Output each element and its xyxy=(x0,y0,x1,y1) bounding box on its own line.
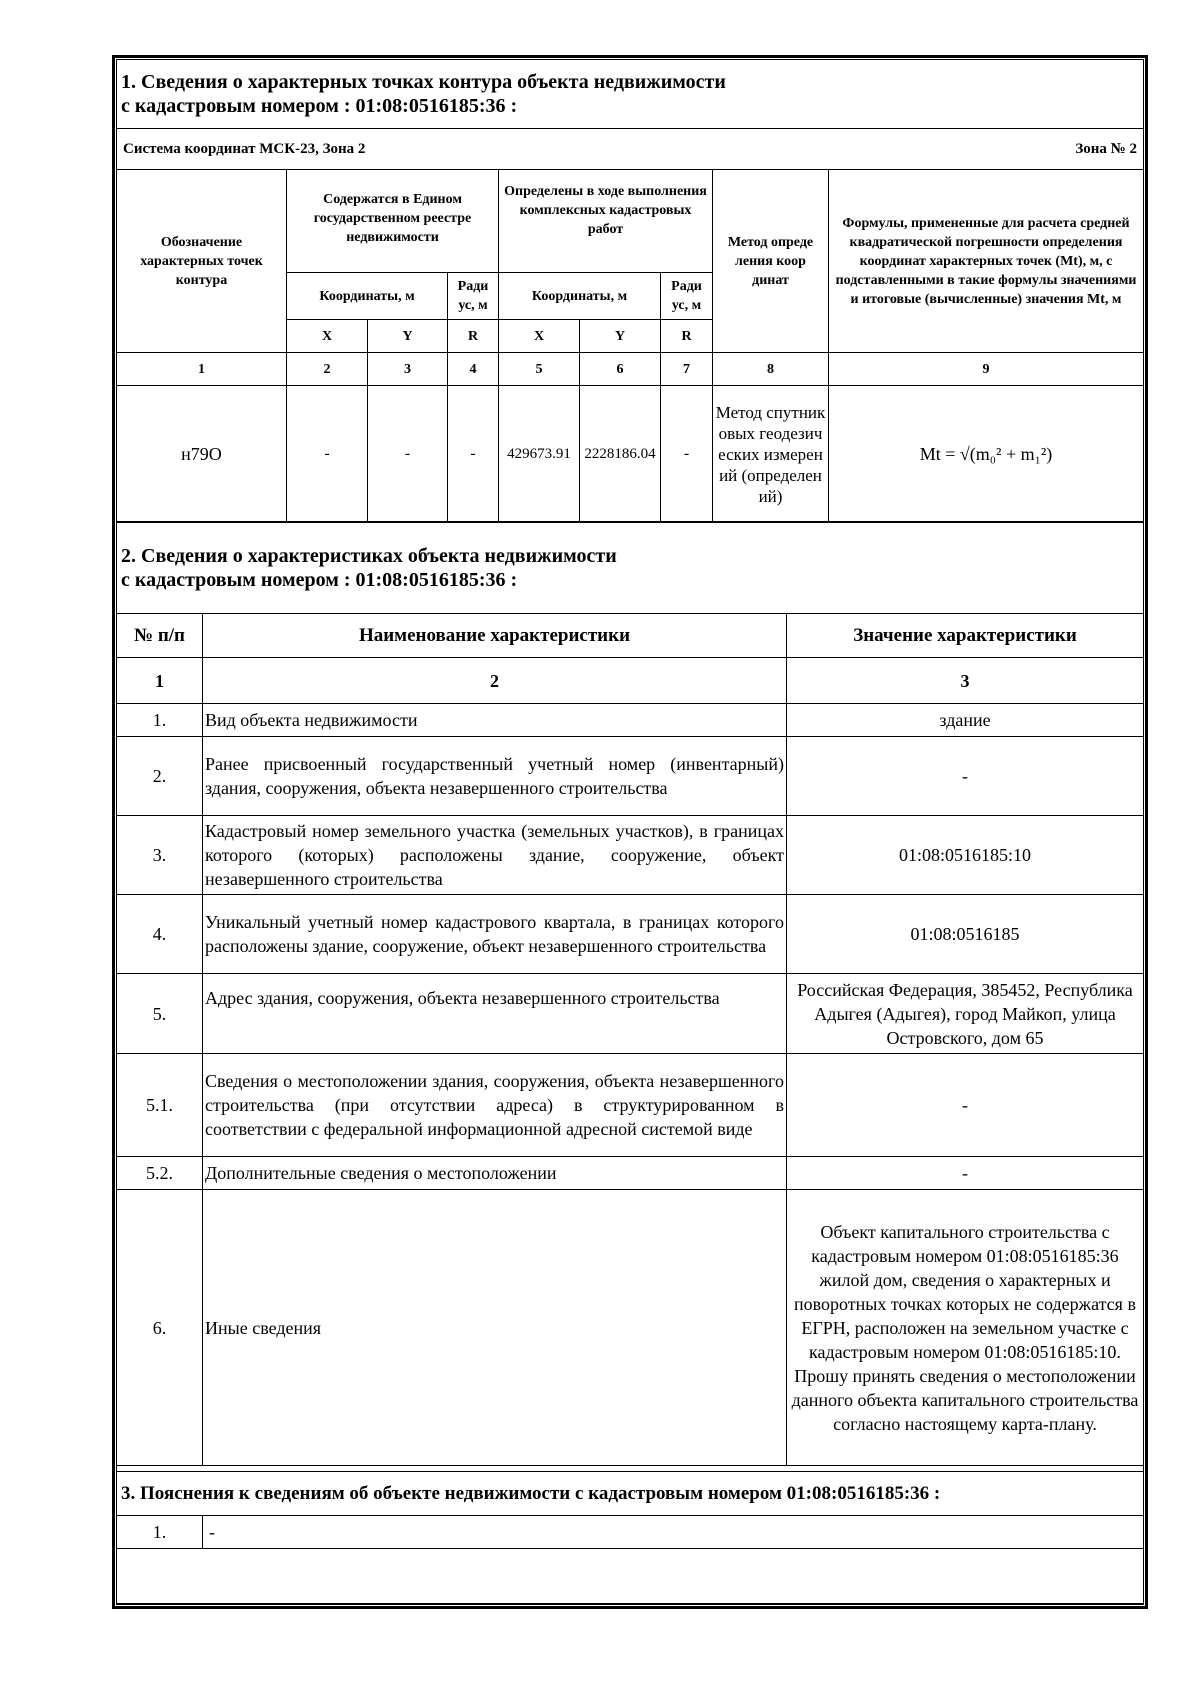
header-r-works: R xyxy=(661,320,713,353)
table-row xyxy=(117,816,1144,895)
row-value: - xyxy=(787,737,1144,816)
header-x-egrn: X xyxy=(287,320,368,353)
row-name: Дополнительные сведения о местоположении xyxy=(203,1157,787,1190)
header-egrn: Содержатся в Едином государственном реестре недвижимости xyxy=(287,170,499,273)
row-name: Вид объекта недвижимости xyxy=(203,704,787,737)
row-number: 5.1. xyxy=(117,1054,203,1157)
header-num: № п/п xyxy=(117,614,203,658)
header-coords-works: Координаты, м xyxy=(499,273,661,320)
section2-table xyxy=(116,521,1144,1466)
col-number: 2 xyxy=(203,658,787,704)
header-name: Наименование характеристики xyxy=(203,614,787,658)
header-value: Значение характеристики xyxy=(787,614,1144,658)
row-number: 1. xyxy=(117,1516,203,1549)
point-method: Метод спутниковых геодезических измерений (определений) xyxy=(713,386,829,523)
section1-table xyxy=(116,59,1144,523)
col-number: 3 xyxy=(368,353,448,386)
section1-title xyxy=(117,60,1144,129)
row-name: Ранее присвоенный государственный учетный номер (инвентарный) здания, сооружения, объекта незавершенного строительства xyxy=(203,737,787,816)
col-number: 7 xyxy=(661,353,713,386)
header-y-egrn: Y xyxy=(368,320,448,353)
point-x-works: 429673.91 xyxy=(499,386,580,523)
row-value: - xyxy=(787,1157,1144,1190)
row-value: Российская Федерация, 385452, Республика Адыгея (Адыгея), город Майкоп, улица Островского, дом 65 xyxy=(787,974,1144,1054)
row-number: 3. xyxy=(117,816,203,895)
table-row xyxy=(117,1190,1144,1466)
zone-number: Зона № 2 xyxy=(1075,140,1137,157)
table-row xyxy=(117,704,1144,737)
header-y-works: Y xyxy=(580,320,661,353)
header-method: Метод опреде ления коор динат xyxy=(713,170,829,353)
row-name: Уникальный учетный номер кадастрового квартала, в границах которого расположены здание, сооружение, объект незавершенного строительства xyxy=(203,895,787,974)
table-row xyxy=(117,1516,1144,1549)
col-number: 5 xyxy=(499,353,580,386)
header-x-works: X xyxy=(499,320,580,353)
row-number: 1. xyxy=(117,704,203,737)
header-works: Определены в ходе выполнения комплексных кадастровых работ xyxy=(499,170,713,273)
section2-title xyxy=(117,522,1144,614)
section2-title-line2: с кадастровым номером : 01:08:0516185:36 : xyxy=(121,568,518,591)
point-designation: н79О xyxy=(117,386,287,523)
header-coords-egrn: Координаты, м xyxy=(287,273,448,320)
col-number: 1 xyxy=(117,658,203,704)
section3-title: 3. Пояснения к сведениям об объекте недвижимости с кадастровым номером 01:08:0516185:36 : xyxy=(117,1472,1144,1516)
point-r-works: - xyxy=(661,386,713,523)
section2-title-line1: 2. Сведения о характеристиках объекта недвижимости xyxy=(121,544,617,567)
point-y-egrn: - xyxy=(368,386,448,523)
table-row xyxy=(117,1157,1144,1190)
point-row xyxy=(117,386,1144,523)
point-y-works: 2228186.04 xyxy=(580,386,661,523)
header-designation: Обозначение характерных точек контура xyxy=(117,170,287,353)
table-row xyxy=(117,737,1144,816)
col-number: 6 xyxy=(580,353,661,386)
col-number: 2 xyxy=(287,353,368,386)
row-number: 4. xyxy=(117,895,203,974)
row-number: 5.2. xyxy=(117,1157,203,1190)
row-value: 01:08:0516185 xyxy=(787,895,1144,974)
header-r-egrn: R xyxy=(448,320,499,353)
section3-table xyxy=(116,1471,1144,1604)
row-name: Сведения о местоположении здания, сооружения, объекта незавершенного строительства (при отсутствии адреса) в структурированном в соответствии с федеральной информационной адресной системой виде xyxy=(203,1054,787,1157)
row-value: здание xyxy=(787,704,1144,737)
table-row xyxy=(117,1054,1144,1157)
col-number: 1 xyxy=(117,353,287,386)
header-radius-egrn: Ради ус, м xyxy=(448,273,499,320)
col-number: 9 xyxy=(829,353,1144,386)
table-row xyxy=(117,895,1144,974)
table-row xyxy=(117,974,1144,1054)
col-number: 8 xyxy=(713,353,829,386)
section1-title-line2: с кадастровым номером : 01:08:0516185:36 : xyxy=(121,95,518,117)
row-number: 2. xyxy=(117,737,203,816)
header-formulas: Формулы, примененные для расчета средней квадратической погрешности определения координат характерных точек (Mt), м, с подставленными в такие формулы значениями и итоговые (вычисленные) значения Mt, м xyxy=(829,170,1144,353)
row-name: Кадастровый номер земельного участка (земельных участков), в границах которого (которых) расположены здание, сооружение, объект незавершенного строительства xyxy=(203,816,787,895)
row-number: 5. xyxy=(117,974,203,1054)
row-number: 6. xyxy=(117,1190,203,1466)
empty-row xyxy=(117,1549,1144,1604)
col-number: 4 xyxy=(448,353,499,386)
col-number: 3 xyxy=(787,658,1144,704)
header-radius-works: Ради ус, м xyxy=(661,273,713,320)
coord-system: Система координат МСК-23, Зона 2 xyxy=(123,140,366,157)
row-name: Иные сведения xyxy=(203,1190,787,1466)
point-x-egrn: - xyxy=(287,386,368,523)
section1-title-line1: 1. Сведения о характерных точках контура объекта недвижимости xyxy=(121,71,726,93)
row-value: 01:08:0516185:10 xyxy=(787,816,1144,895)
point-formula: Mt = √(m₀² + m₁²) xyxy=(829,386,1144,523)
row-value: Объект капитального строительства с кадастровым номером 01:08:0516185:36 жилой дом, сведения о характерных и поворотных точках которых не содержатся в ЕГРН, расположен на земельном участке с кадастровым номером 01:08:0516185:10. Прошу принять сведения о местоположении данного объекта капитального строительства согласно настоящему карта-плану. xyxy=(787,1190,1144,1466)
row-name: Адрес здания, сооружения, объекта незавершенного строительства xyxy=(203,974,787,1054)
row-text: - xyxy=(203,1516,1144,1549)
coord-system-row xyxy=(117,129,1144,170)
point-r-egrn: - xyxy=(448,386,499,523)
row-value: - xyxy=(787,1054,1144,1157)
